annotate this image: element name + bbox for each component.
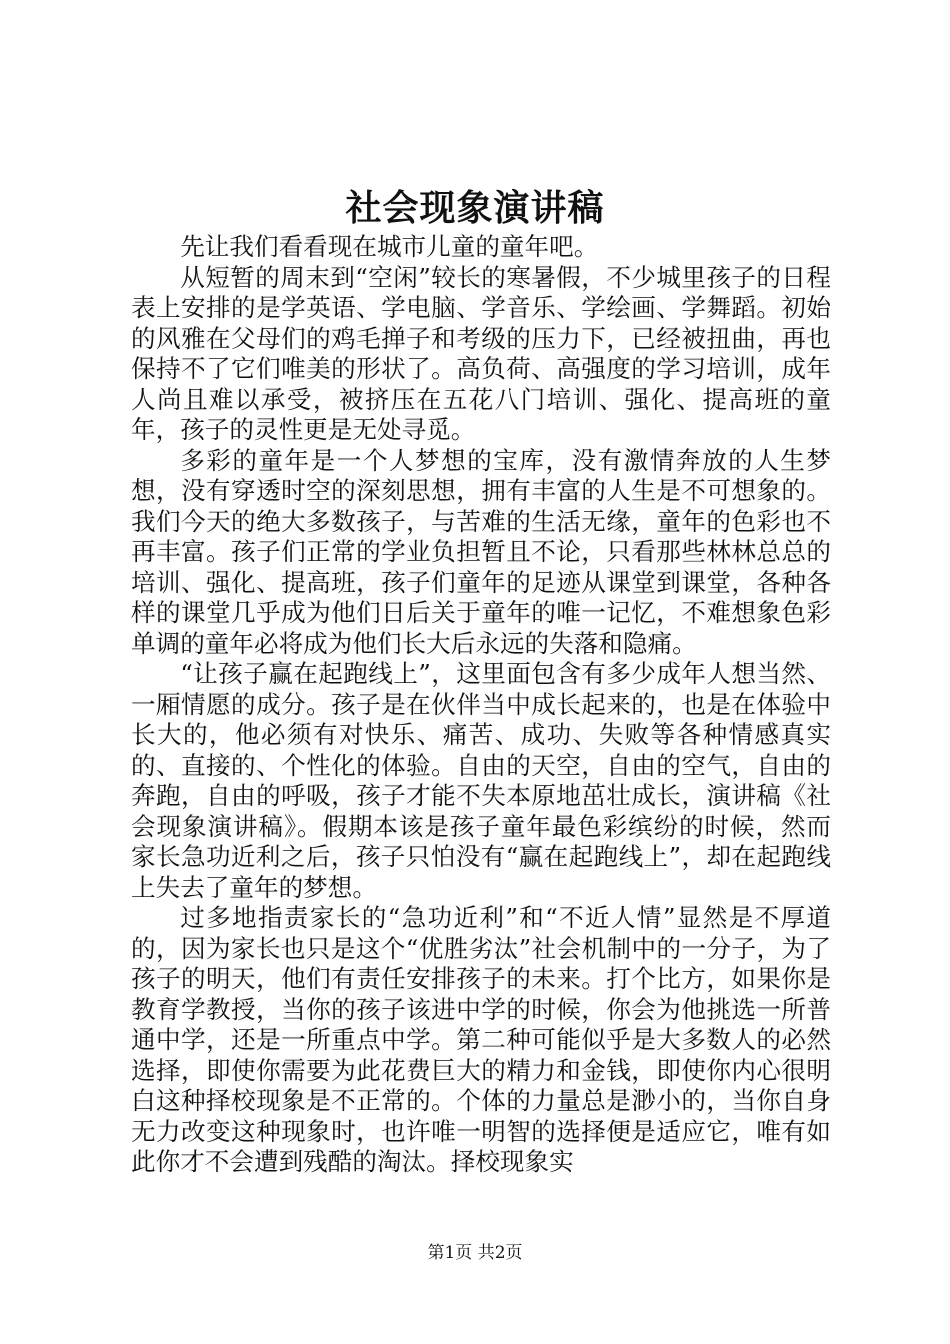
paragraph-2: 从短暂的周末到“空闲”较长的寒暑假，不少城里孩子的日程表上安排的是学英语、学电脑、学音乐、学绘画、学舞蹈。初始的风雅在父母们的鸡毛掸子和考级的压力下，已经被扭曲，再也保持不了它们唯美的形状了。高负荷、高强度的学习培训，成年人尚且难以承受，被挤压在五花八门培训、强化、提高班的童年，孩子的灵性更是无处寻觅。 <box>131 262 831 444</box>
paragraph-4: “让孩子赢在起跑线上”，这里面包含有多少成年人想当然、一厢情愿的成分。孩子是在伙伴当中成长起来的，也是在体验中长大的，他必须有对快乐、痛苦、成功、失败等各种情感真实的、直接的、个性化的体验。自由的天空，自由的空气，自由的奔跑，自由的呼吸，孩子才能不失本原地茁壮成长，演讲稿《社会现象演讲稿》。假期本该是孩子童年最色彩缤纷的时候，然而家长急功近利之后，孩子只怕没有“赢在起跑线上”，却在起跑线上失去了童年的梦想。 <box>131 659 831 902</box>
page-number-footer: 第1页 共2页 <box>427 1243 523 1263</box>
paragraph-1: 先让我们看看现在城市儿童的童年吧。 <box>180 232 599 261</box>
page-title: 社会现象演讲稿 <box>345 187 605 229</box>
document-body <box>131 232 831 1178</box>
paragraph-5: 过多地指责家长的“急功近利”和“不近人情”显然是不厚道的，因为家长也只是这个“优胜劣汰”社会机制中的一分子，为了孩子的明天，他们有责任安排孩子的未来。打个比方，如果你是教育学教授，当你的孩子该进中学的时候，你会为他挑选一所普通中学，还是一所重点中学。第二种可能似乎是大多数人的必然选择，即使你需要为此花费巨大的精力和金钱，即使你内心很明白这种择校现象是不正常的。个体的力量总是渺小的，当你自身无力改变这种现象时，也许唯一明智的选择便是适应它，唯有如此你才不会遭到残酷的淘汰。择校现象实 <box>131 903 831 1176</box>
paragraph-3: 多彩的童年是一个人梦想的宝库，没有激情奔放的人生梦想，没有穿透时空的深刻思想，拥有丰富的人生是不可想象的。我们今天的绝大多数孩子，与苦难的生活无缘，童年的色彩也不再丰富。孩子们正常的学业负担暂且不论，只看那些林林总总的培训、强化、提高班，孩子们童年的足迹从课堂到课堂，各种各样的课堂几乎成为他们日后关于童年的唯一记忆，不难想象色彩单调的童年必将成为他们长大后永远的失落和隐痛。 <box>131 445 831 658</box>
